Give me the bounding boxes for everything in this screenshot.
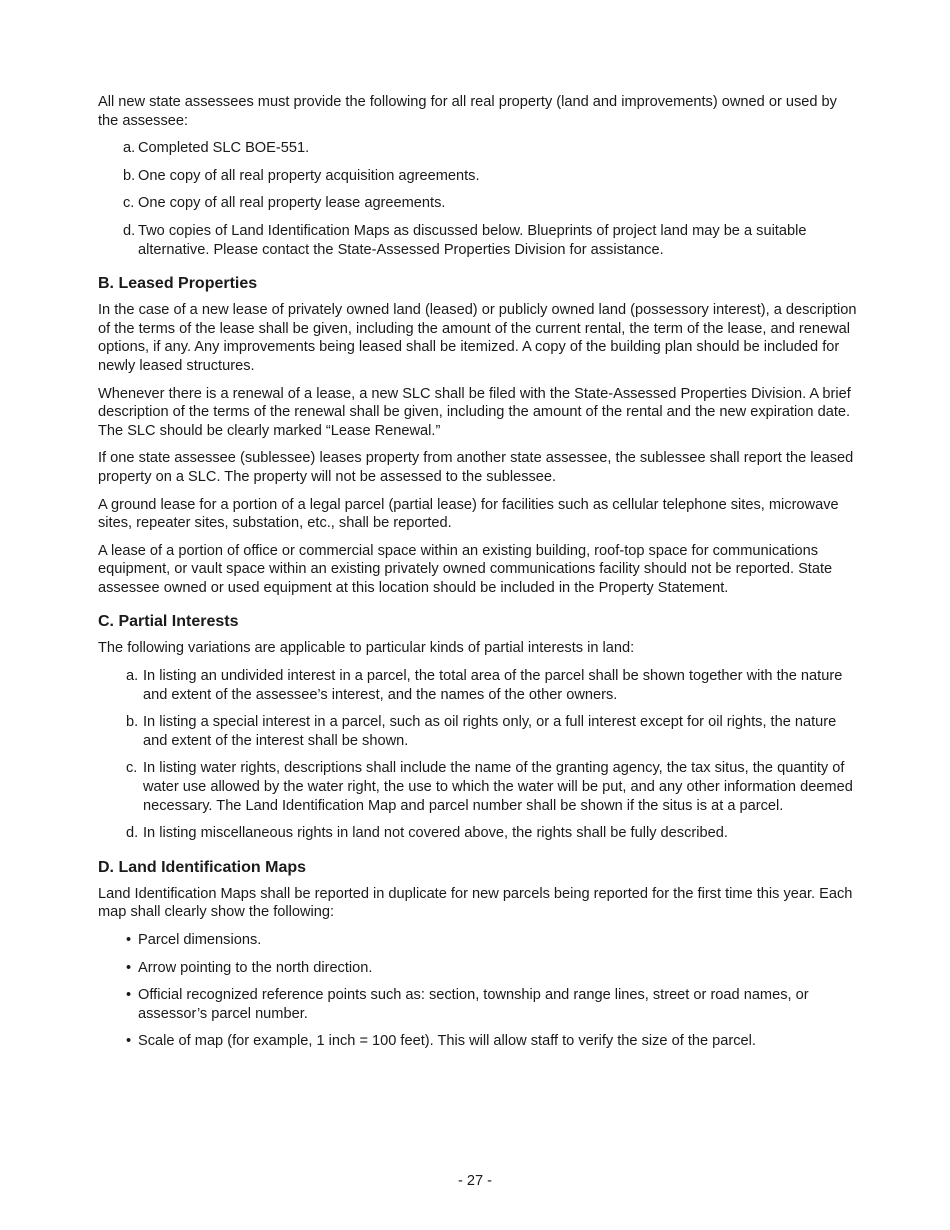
- list-item-text: Two copies of Land Identification Maps as discussed below. Blueprints of project land may be a suitable alternative. Please contact the State-Assessed Properties Division for assistance.: [138, 222, 807, 258]
- section-b-paragraph: In the case of a new lease of privately owned land (leased) or publicly owned land (possessory interest), a description of the terms of the lease shall be given, including the amount of the current rental, the term of the lease, and renewal options, if any. Any improvements being leased shall be itemized. A copy of the building plan should be included for newly leased structures.: [98, 302, 857, 374]
- list-item: [98, 759, 858, 815]
- list-marker: a.: [123, 140, 136, 157]
- section-d-intro: Land Identification Maps shall be reported in duplicate for new parcels being reported for the first time this year. Each map shall clearly show the following:: [98, 885, 853, 921]
- section-b-paragraph: A lease of a portion of office or commercial space within an existing building, roof-top space for communications equipment, or vault space within an existing privately owned communications facility should not be reported. State assessee owned or used equipment at this location should be included in the Property Statement.: [98, 542, 833, 596]
- section-b-heading: B. Leased Properties: [98, 275, 258, 293]
- list-item: [98, 222, 858, 259]
- list-marker: b.: [123, 167, 136, 184]
- list-item: [98, 986, 858, 1023]
- page-number: - 27 -: [457, 1173, 493, 1189]
- list-item: [98, 713, 858, 750]
- bullet-icon: •: [126, 987, 132, 1004]
- bullet-icon: •: [126, 1033, 132, 1050]
- list-marker: a.: [126, 668, 139, 685]
- list-item-text: One copy of all real property acquisition agreements.: [138, 167, 480, 184]
- list-item-text: Scale of map (for example, 1 inch = 100 feet). This will allow staff to verify the size of the parcel.: [138, 1033, 756, 1050]
- list-item-text: Official recognized reference points such as: section, township and range lines, street or road names, or assessor’s parcel number.: [138, 987, 809, 1022]
- list-item: [98, 959, 858, 978]
- section-b-paragraph: A ground lease for a portion of a legal parcel (partial lease) for facilities such as cellular telephone sites, microwave sites, repeater sites, substation, etc., shall be reported.: [98, 496, 839, 532]
- list-item: [98, 167, 858, 186]
- list-item-text: In listing a special interest in a parcel, such as oil rights only, or a full interest except for oil rights, the nature and extent of the interest shall be shown.: [143, 714, 837, 749]
- section-b-paragraph: Whenever there is a renewal of a lease, a new SLC shall be filed with the State-Assessed Properties Division. A brief description of the terms of the renewal shall be given, including the amount of the rental and the new expiration date. The SLC should be clearly marked “Lease Renewal.”: [98, 385, 851, 439]
- partial-interests-list: [98, 667, 858, 843]
- list-item: [98, 824, 858, 843]
- list-item: [98, 1032, 858, 1051]
- intro-requirements-list: [98, 139, 858, 259]
- list-item-text: In listing an undivided interest in a parcel, the total area of the parcel shall be shown together with the nature and extent of the assessee’s interest, and the names of the other owners.: [143, 668, 843, 703]
- bullet-icon: •: [126, 959, 132, 976]
- list-item-text: Arrow pointing to the north direction.: [138, 959, 373, 976]
- document-body: [98, 93, 858, 1060]
- list-item-text: One copy of all real property lease agreements.: [138, 195, 446, 212]
- section-c-intro: The following variations are applicable to particular kinds of partial interests in land:: [98, 640, 635, 657]
- list-item-text: Parcel dimensions.: [138, 932, 262, 948]
- list-marker: c.: [123, 195, 135, 212]
- section-d-heading: D. Land Identification Maps: [98, 858, 307, 876]
- list-marker: b.: [126, 714, 139, 731]
- list-marker: c.: [126, 760, 138, 777]
- list-marker: d.: [123, 222, 136, 239]
- section-c-heading: C. Partial Interests: [98, 613, 239, 631]
- intro-paragraph: All new state assessees must provide the following for all real property (land and improvements) owned or used by the assessee:: [98, 94, 837, 129]
- list-item-text: Completed SLC BOE-551.: [138, 140, 310, 157]
- list-item: [98, 931, 858, 950]
- list-item: [98, 667, 858, 704]
- list-item-text: In listing miscellaneous rights in land not covered above, the rights shall be fully described.: [143, 825, 728, 842]
- list-item: [98, 194, 858, 213]
- bullet-icon: •: [126, 932, 132, 948]
- list-item: [98, 139, 858, 158]
- map-requirements-list: [98, 931, 858, 1051]
- section-b-paragraph: If one state assessee (sublessee) leases property from another state assessee, the sublessee shall report the leased property on a SLC. The property will not be assessed to the sublessee.: [98, 450, 854, 485]
- list-item-text: In listing water rights, descriptions shall include the name of the granting agency, the tax situs, the quantity of water use allowed by the water right, the use to which the water will be put, and any other information deemed necessary. The Land Identification Map and parcel number shall be shown if the situs is at a parcel.: [143, 760, 853, 814]
- list-marker: d.: [126, 825, 139, 842]
